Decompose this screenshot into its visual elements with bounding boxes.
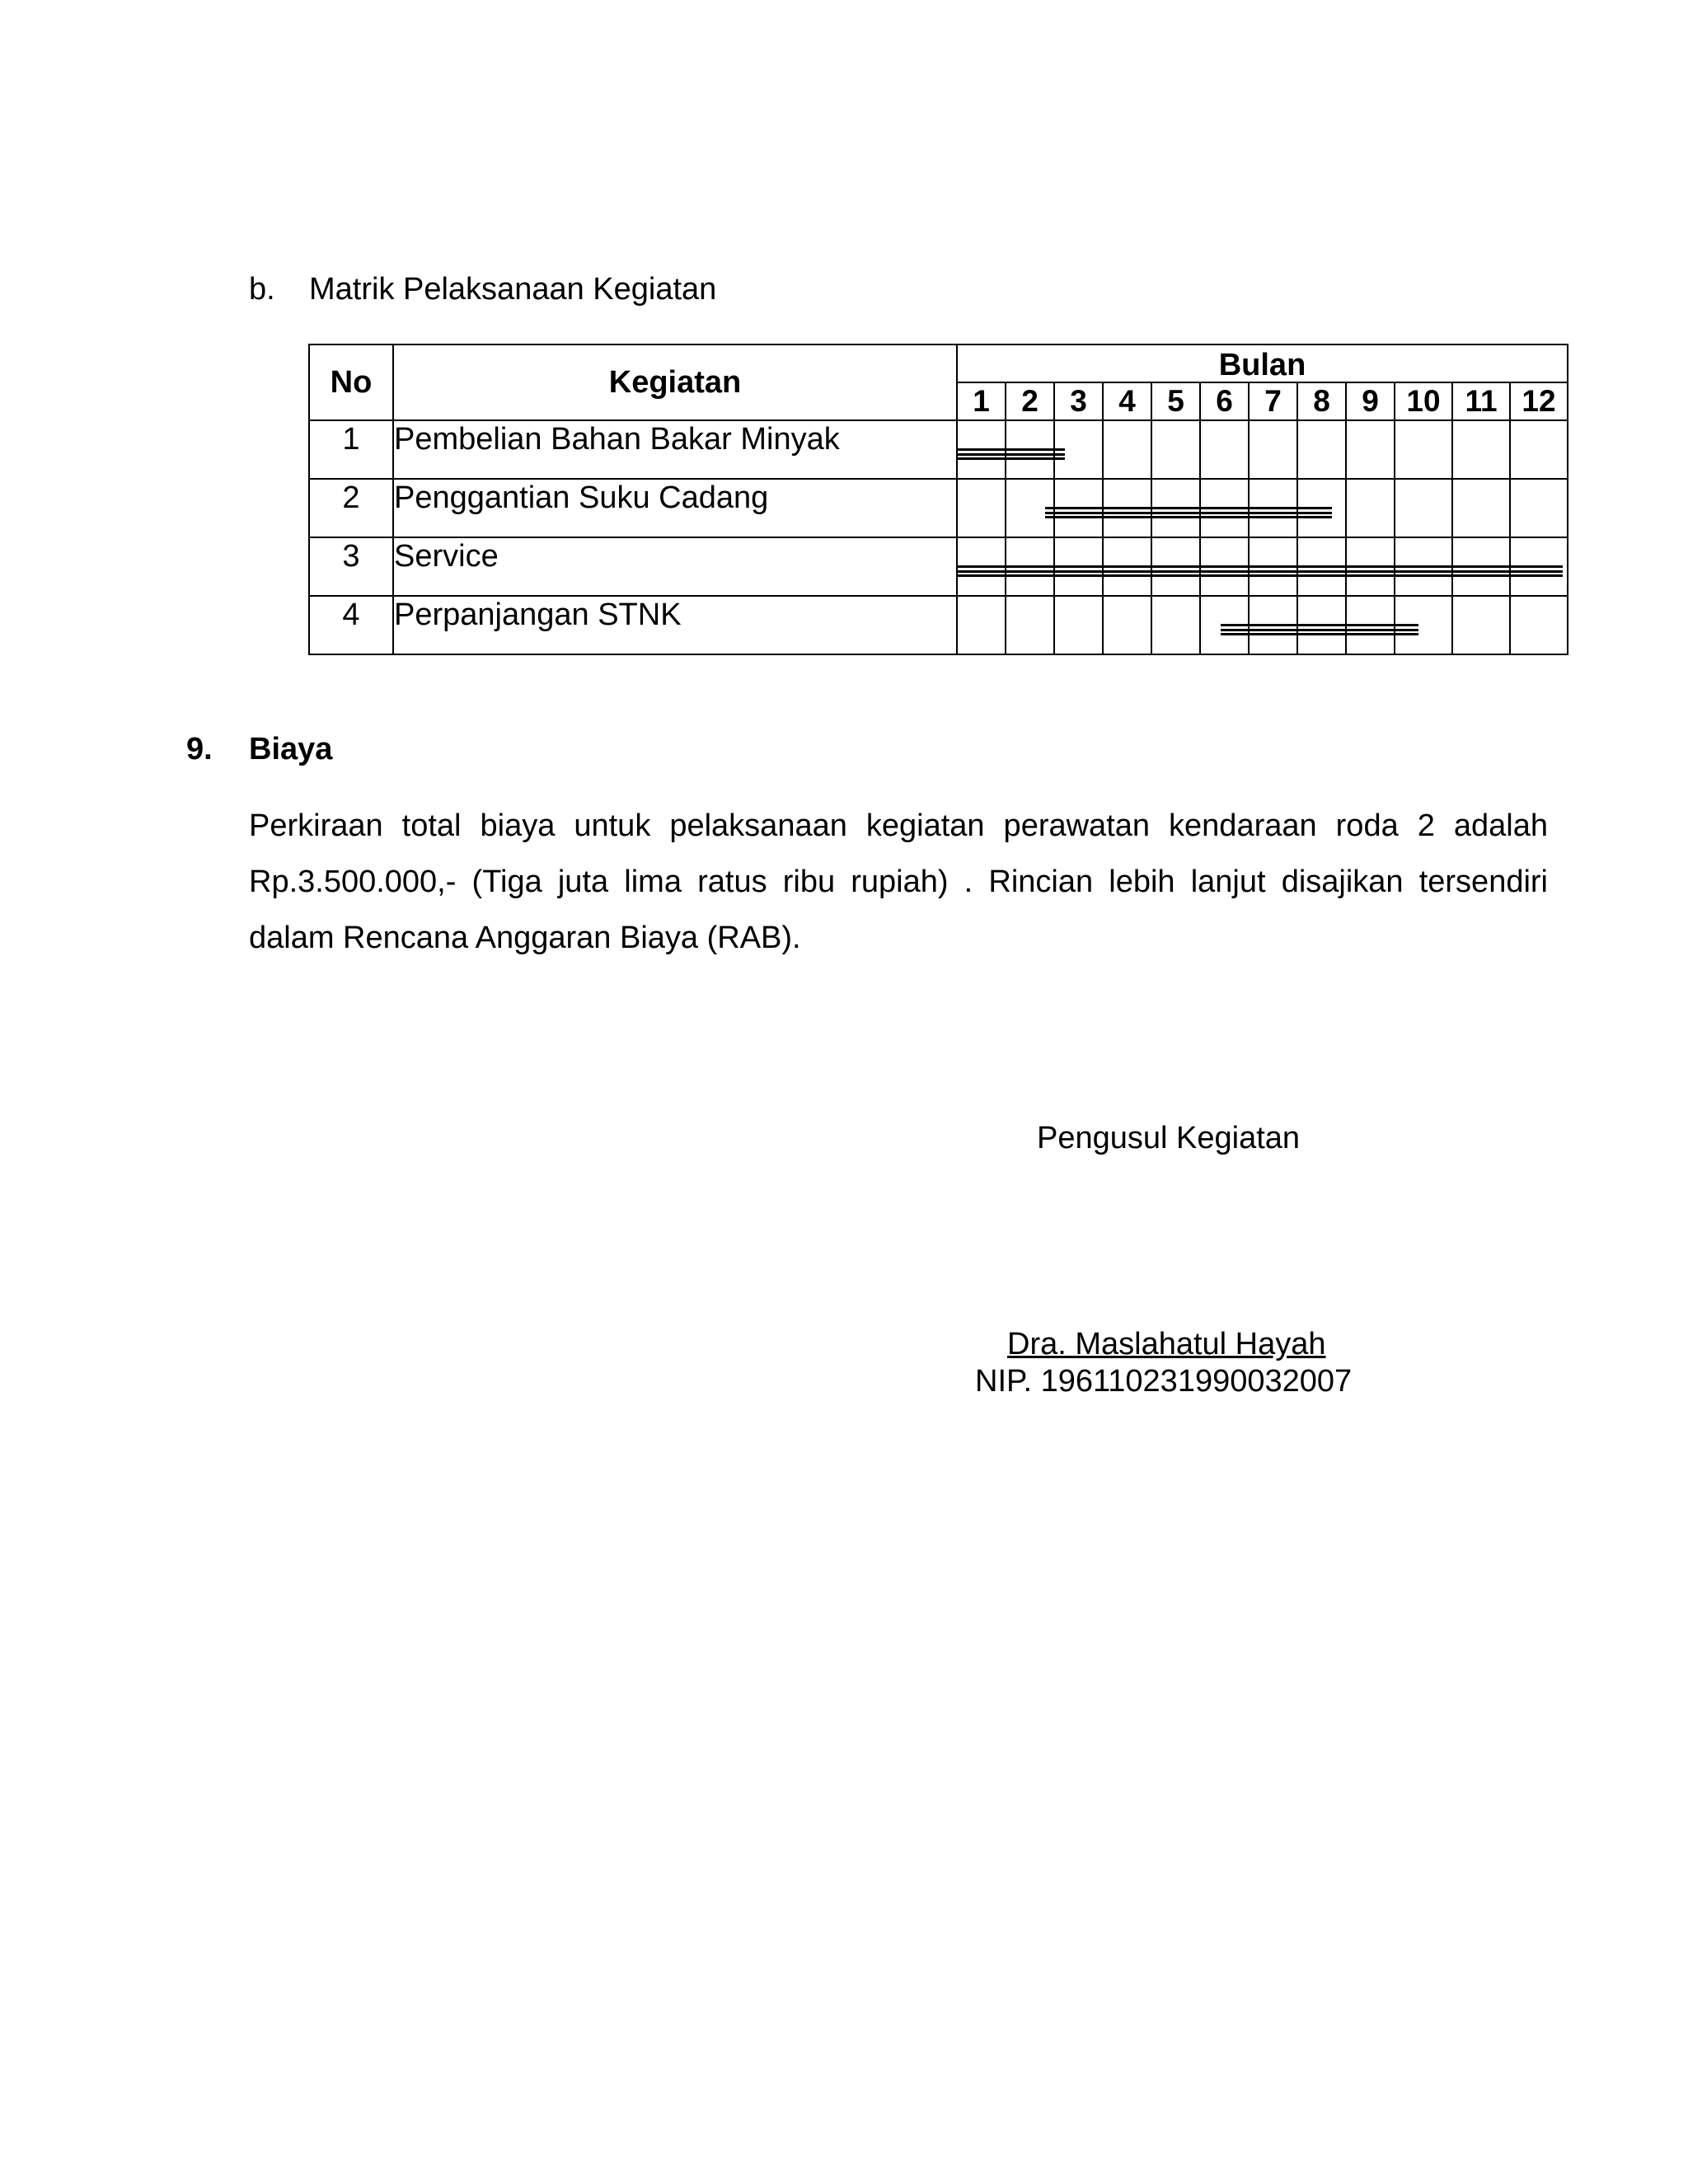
month-cell: [1249, 420, 1297, 479]
section-paragraph: Perkiraan total biaya untuk pelaksanaan kegiatan perawatan kendaraan roda 2 adalah Rp.3.500.000,- (Tiga juta lima ratus ribu rupiah) . Rincian lebih lanjut disajikan tersendiri dalam Rencana Anggaran Biaya (RAB).: [249, 808, 1548, 955]
month-header-7: 7: [1249, 382, 1297, 420]
month-cell: [1510, 596, 1568, 654]
row-activity: Penggantian Suku Cadang: [393, 479, 957, 537]
signature-name: Dra. Maslahatul Hayah: [1007, 1327, 1326, 1361]
month-header-1: 1: [957, 382, 1006, 420]
row-number: 3: [309, 537, 393, 596]
month-header-4: 4: [1103, 382, 1151, 420]
header-row-1: [309, 344, 1568, 382]
month-cell: [1395, 479, 1452, 537]
month-header-3: 3: [1054, 382, 1103, 420]
month-header-11: 11: [1452, 382, 1510, 420]
month-header-5: 5: [1151, 382, 1200, 420]
month-cell: [1452, 479, 1510, 537]
month-cell: [1346, 479, 1395, 537]
month-cell: [1346, 420, 1395, 479]
row-number: 2: [309, 479, 393, 537]
month-cell: [1151, 596, 1200, 654]
subsection-title: Matrik Pelaksanaan Kegiatan: [309, 272, 717, 307]
month-header-8: 8: [1297, 382, 1346, 420]
month-cell: [957, 479, 1006, 537]
section-title: Biaya: [249, 732, 333, 766]
table-row: [309, 420, 1568, 479]
row-activity: Pembelian Bahan Bakar Minyak: [393, 420, 957, 479]
month-header-9: 9: [1346, 382, 1395, 420]
month-cell: [1054, 596, 1103, 654]
month-cell: [1510, 420, 1568, 479]
row-number: 1: [309, 420, 393, 479]
month-header-2: 2: [1006, 382, 1054, 420]
row-activity: Service: [393, 537, 957, 596]
column-header-no: No: [309, 344, 393, 420]
month-header-12: 12: [1510, 382, 1568, 420]
month-cell: [1510, 479, 1568, 537]
month-cell: [1151, 420, 1200, 479]
matrix-body: [309, 420, 1568, 654]
month-cell: [1297, 420, 1346, 479]
month-cell: [957, 596, 1006, 654]
signature-role: Pengusul Kegiatan: [1037, 1121, 1301, 1155]
schedule-bar: [958, 565, 1563, 577]
month-cell: [1452, 596, 1510, 654]
signature-nip: NIP. 196110231990032007: [975, 1364, 1353, 1399]
schedule-bar: [1045, 507, 1332, 518]
section-number: 9.: [186, 732, 213, 766]
month-cell: [1103, 420, 1151, 479]
month-cell: [1006, 596, 1054, 654]
month-cell: [1200, 420, 1249, 479]
month-header-6: 6: [1200, 382, 1249, 420]
column-header-month-group: Bulan: [957, 344, 1568, 382]
subsection-marker: b.: [249, 272, 275, 307]
month-cell: [1395, 420, 1452, 479]
month-cell: [1452, 420, 1510, 479]
activity-matrix-table: [308, 344, 1568, 655]
month-cell: [1103, 596, 1151, 654]
row-number: 4: [309, 596, 393, 654]
schedule-bar: [958, 448, 1065, 460]
table-row: [309, 479, 1568, 537]
column-header-activity: Kegiatan: [393, 344, 957, 420]
month-header-10: 10: [1395, 382, 1452, 420]
schedule-bar: [1221, 624, 1418, 635]
row-activity: Perpanjangan STNK: [393, 596, 957, 654]
